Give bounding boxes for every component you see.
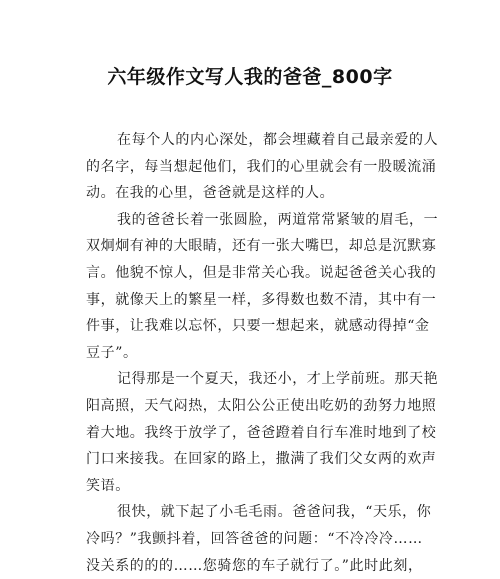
paragraph-line: 没关系的的的……您骑您的车子就行了。”此时此刻， xyxy=(86,553,426,579)
document-body xyxy=(86,127,426,579)
paragraph-line: 门口来接我。在回家的路上，撒满了我们父女两的欢声 xyxy=(86,446,426,473)
paragraph-line: 件事，让我难以忘怀，只要一想起来，就感动得掉“金 xyxy=(86,313,426,340)
paragraph-line: 我的爸爸长着一张圆脸，两道常常紧皱的眉毛，一 xyxy=(86,207,426,234)
paragraph-line: 很快，就下起了小毛毛雨。爸爸问我，“天乐，你 xyxy=(86,499,426,526)
paragraph-line: 动。在我的心里，爸爸就是这样的人。 xyxy=(86,180,426,207)
paragraph-line: 笑语。 xyxy=(86,473,426,500)
document-title: 六年级作文写人我的爸爸_800字 xyxy=(0,62,500,89)
paragraph-line: 冷吗？”我颤抖着，回答爸爸的问题：“不冷冷冷…… xyxy=(86,526,426,553)
paragraph-line: 阳高照，天气闷热，太阳公公正使出吃奶的劲努力地照 xyxy=(86,393,426,420)
paragraph-line: 双炯炯有神的大眼睛，还有一张大嘴巴，却总是沉默寡 xyxy=(86,233,426,260)
paragraph-line: 的名字，每当想起他们，我们的心里就会有一股暖流涌 xyxy=(86,154,426,181)
paragraph-line: 着大地。我终于放学了，爸爸蹬着自行车准时地到了校 xyxy=(86,420,426,447)
paragraph-line: 在每个人的内心深处，都会埋藏着自己最亲爱的人 xyxy=(86,127,426,154)
paragraph-line: 豆子”。 xyxy=(86,340,426,367)
paragraph-line: 事，就像天上的繁星一样，多得数也数不清，其中有一 xyxy=(86,287,426,314)
paragraph-line: 言。他貌不惊人，但是非常关心我。说起爸爸关心我的 xyxy=(86,260,426,287)
paragraph-line: 记得那是一个夏天，我还小，才上学前班。那天艳 xyxy=(86,366,426,393)
